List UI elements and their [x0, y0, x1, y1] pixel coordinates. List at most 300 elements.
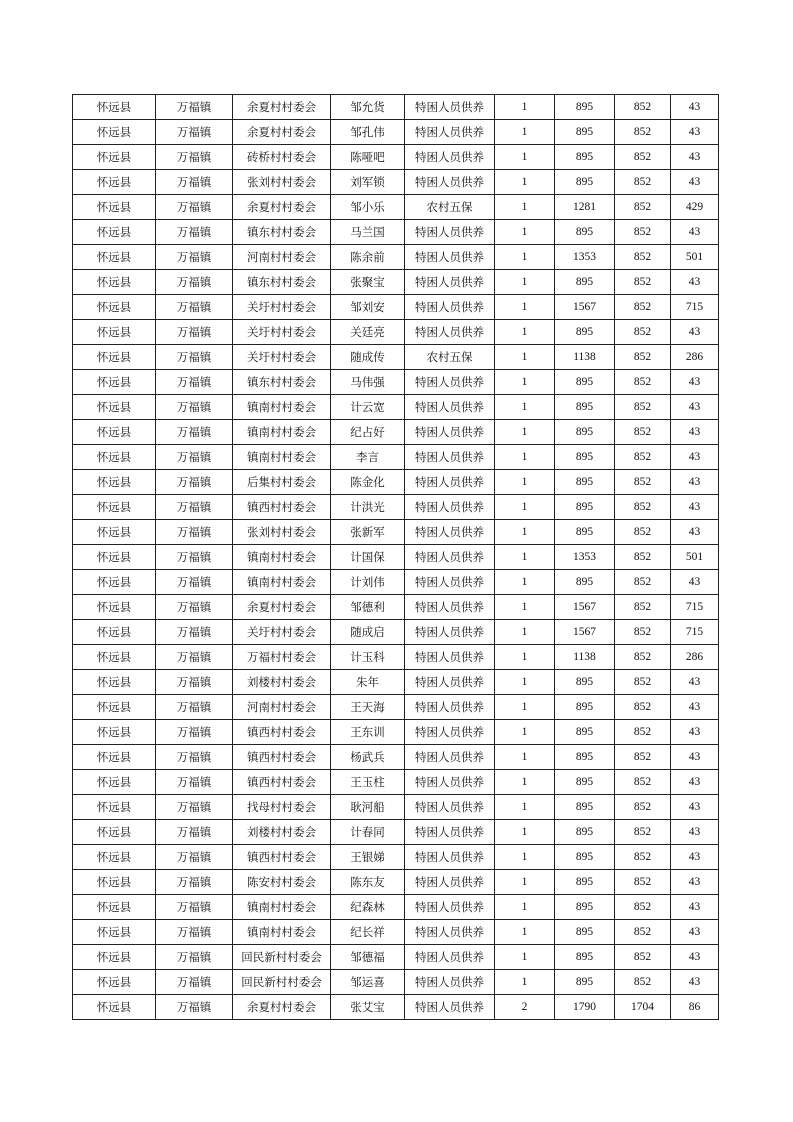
table-row	[73, 195, 719, 220]
people-count-cell: 1	[495, 395, 555, 420]
name-cell: 计云宽	[331, 395, 405, 420]
amount-cell: 1567	[555, 620, 615, 645]
category-cell: 特困人员供养	[405, 820, 495, 845]
difference-cell: 429	[671, 195, 719, 220]
category-cell: 特困人员供养	[405, 670, 495, 695]
village-committee-cell: 余夏村村委会	[233, 95, 331, 120]
village-committee-cell: 关圩村村委会	[233, 620, 331, 645]
amount-cell: 895	[555, 670, 615, 695]
people-count-cell: 1	[495, 270, 555, 295]
village-committee-cell: 陈安村村委会	[233, 870, 331, 895]
category-cell: 特困人员供养	[405, 520, 495, 545]
people-count-cell: 1	[495, 820, 555, 845]
name-cell: 邹德福	[331, 945, 405, 970]
standard-cell: 852	[615, 595, 671, 620]
name-cell: 计刘伟	[331, 570, 405, 595]
people-count-cell: 1	[495, 670, 555, 695]
village-committee-cell: 砖桥村村委会	[233, 145, 331, 170]
village-committee-cell: 镇南村村委会	[233, 895, 331, 920]
table-row	[73, 370, 719, 395]
town-cell: 万福镇	[156, 95, 233, 120]
amount-cell: 895	[555, 470, 615, 495]
standard-cell: 852	[615, 970, 671, 995]
town-cell: 万福镇	[156, 270, 233, 295]
difference-cell: 43	[671, 895, 719, 920]
town-cell: 万福镇	[156, 945, 233, 970]
amount-cell: 895	[555, 95, 615, 120]
town-cell: 万福镇	[156, 320, 233, 345]
amount-cell: 895	[555, 495, 615, 520]
county-cell: 怀远县	[73, 895, 156, 920]
people-count-cell: 2	[495, 995, 555, 1020]
difference-cell: 43	[671, 445, 719, 470]
difference-cell: 43	[671, 270, 719, 295]
people-count-cell: 1	[495, 470, 555, 495]
category-cell: 特困人员供养	[405, 545, 495, 570]
table-row	[73, 420, 719, 445]
table-row	[73, 320, 719, 345]
amount-cell: 895	[555, 770, 615, 795]
difference-cell: 43	[671, 695, 719, 720]
county-cell: 怀远县	[73, 870, 156, 895]
category-cell: 农村五保	[405, 195, 495, 220]
village-committee-cell: 镇西村村委会	[233, 720, 331, 745]
town-cell: 万福镇	[156, 820, 233, 845]
name-cell: 张聚宝	[331, 270, 405, 295]
village-committee-cell: 关圩村村委会	[233, 320, 331, 345]
county-cell: 怀远县	[73, 645, 156, 670]
table-row	[73, 620, 719, 645]
amount-cell: 1138	[555, 645, 615, 670]
data-table	[72, 94, 719, 1020]
standard-cell: 852	[615, 645, 671, 670]
difference-cell: 43	[671, 745, 719, 770]
county-cell: 怀远县	[73, 920, 156, 945]
standard-cell: 852	[615, 495, 671, 520]
village-committee-cell: 关圩村村委会	[233, 295, 331, 320]
category-cell: 特困人员供养	[405, 770, 495, 795]
town-cell: 万福镇	[156, 620, 233, 645]
village-committee-cell: 余夏村村委会	[233, 995, 331, 1020]
name-cell: 刘军锁	[331, 170, 405, 195]
people-count-cell: 1	[495, 445, 555, 470]
town-cell: 万福镇	[156, 770, 233, 795]
table-row	[73, 795, 719, 820]
table-row	[73, 895, 719, 920]
village-committee-cell: 张刘村村委会	[233, 170, 331, 195]
name-cell: 王玉柱	[331, 770, 405, 795]
category-cell: 特困人员供养	[405, 120, 495, 145]
county-cell: 怀远县	[73, 345, 156, 370]
county-cell: 怀远县	[73, 995, 156, 1020]
name-cell: 计国保	[331, 545, 405, 570]
table-row	[73, 670, 719, 695]
county-cell: 怀远县	[73, 420, 156, 445]
amount-cell: 1790	[555, 995, 615, 1020]
difference-cell: 43	[671, 820, 719, 845]
name-cell: 陈哑吧	[331, 145, 405, 170]
name-cell: 陈金化	[331, 470, 405, 495]
table-row	[73, 120, 719, 145]
standard-cell: 1704	[615, 995, 671, 1020]
county-cell: 怀远县	[73, 245, 156, 270]
name-cell: 耿河船	[331, 795, 405, 820]
standard-cell: 852	[615, 770, 671, 795]
difference-cell: 43	[671, 95, 719, 120]
difference-cell: 43	[671, 920, 719, 945]
name-cell: 纪森林	[331, 895, 405, 920]
people-count-cell: 1	[495, 720, 555, 745]
category-cell: 特困人员供养	[405, 270, 495, 295]
table-row	[73, 845, 719, 870]
county-cell: 怀远县	[73, 745, 156, 770]
county-cell: 怀远县	[73, 120, 156, 145]
county-cell: 怀远县	[73, 545, 156, 570]
difference-cell: 286	[671, 345, 719, 370]
county-cell: 怀远县	[73, 520, 156, 545]
people-count-cell: 1	[495, 220, 555, 245]
name-cell: 陈余前	[331, 245, 405, 270]
amount-cell: 1138	[555, 345, 615, 370]
category-cell: 特困人员供养	[405, 845, 495, 870]
people-count-cell: 1	[495, 370, 555, 395]
village-committee-cell: 镇西村村委会	[233, 495, 331, 520]
category-cell: 特困人员供养	[405, 570, 495, 595]
town-cell: 万福镇	[156, 520, 233, 545]
table-row	[73, 645, 719, 670]
name-cell: 王天海	[331, 695, 405, 720]
category-cell: 农村五保	[405, 345, 495, 370]
town-cell: 万福镇	[156, 145, 233, 170]
village-committee-cell: 镇东村村委会	[233, 370, 331, 395]
category-cell: 特困人员供养	[405, 370, 495, 395]
table-row	[73, 770, 719, 795]
amount-cell: 895	[555, 320, 615, 345]
amount-cell: 895	[555, 745, 615, 770]
table-row	[73, 270, 719, 295]
county-cell: 怀远县	[73, 95, 156, 120]
name-cell: 邹孔伟	[331, 120, 405, 145]
town-cell: 万福镇	[156, 920, 233, 945]
county-cell: 怀远县	[73, 770, 156, 795]
town-cell: 万福镇	[156, 670, 233, 695]
category-cell: 特困人员供养	[405, 95, 495, 120]
category-cell: 特困人员供养	[405, 720, 495, 745]
standard-cell: 852	[615, 270, 671, 295]
amount-cell: 895	[555, 845, 615, 870]
county-cell: 怀远县	[73, 670, 156, 695]
category-cell: 特困人员供养	[405, 695, 495, 720]
difference-cell: 43	[671, 420, 719, 445]
amount-cell: 895	[555, 795, 615, 820]
county-cell: 怀远县	[73, 295, 156, 320]
village-committee-cell: 张刘村村委会	[233, 520, 331, 545]
amount-cell: 895	[555, 720, 615, 745]
county-cell: 怀远县	[73, 195, 156, 220]
standard-cell: 852	[615, 670, 671, 695]
village-committee-cell: 余夏村村委会	[233, 120, 331, 145]
village-committee-cell: 镇南村村委会	[233, 920, 331, 945]
town-cell: 万福镇	[156, 720, 233, 745]
people-count-cell: 1	[495, 545, 555, 570]
county-cell: 怀远县	[73, 470, 156, 495]
difference-cell: 715	[671, 595, 719, 620]
table-row	[73, 920, 719, 945]
category-cell: 特困人员供养	[405, 920, 495, 945]
county-cell: 怀远县	[73, 320, 156, 345]
name-cell: 张艾宝	[331, 995, 405, 1020]
name-cell: 杨武兵	[331, 745, 405, 770]
name-cell: 纪长祥	[331, 920, 405, 945]
county-cell: 怀远县	[73, 620, 156, 645]
standard-cell: 852	[615, 120, 671, 145]
standard-cell: 852	[615, 570, 671, 595]
amount-cell: 895	[555, 570, 615, 595]
difference-cell: 43	[671, 845, 719, 870]
table-row	[73, 720, 719, 745]
town-cell: 万福镇	[156, 195, 233, 220]
standard-cell: 852	[615, 820, 671, 845]
village-committee-cell: 刘楼村村委会	[233, 820, 331, 845]
standard-cell: 852	[615, 720, 671, 745]
people-count-cell: 1	[495, 95, 555, 120]
people-count-cell: 1	[495, 695, 555, 720]
amount-cell: 1567	[555, 595, 615, 620]
people-count-cell: 1	[495, 970, 555, 995]
name-cell: 邹刘安	[331, 295, 405, 320]
amount-cell: 895	[555, 170, 615, 195]
difference-cell: 43	[671, 470, 719, 495]
county-cell: 怀远县	[73, 220, 156, 245]
village-committee-cell: 回民新村村委会	[233, 945, 331, 970]
standard-cell: 852	[615, 895, 671, 920]
town-cell: 万福镇	[156, 545, 233, 570]
village-committee-cell: 镇西村村委会	[233, 745, 331, 770]
village-committee-cell: 镇西村村委会	[233, 770, 331, 795]
difference-cell: 43	[671, 145, 719, 170]
people-count-cell: 1	[495, 845, 555, 870]
table-row	[73, 395, 719, 420]
people-count-cell: 1	[495, 920, 555, 945]
village-committee-cell: 河南村村委会	[233, 245, 331, 270]
difference-cell: 43	[671, 795, 719, 820]
town-cell: 万福镇	[156, 395, 233, 420]
people-count-cell: 1	[495, 795, 555, 820]
people-count-cell: 1	[495, 420, 555, 445]
people-count-cell: 1	[495, 195, 555, 220]
standard-cell: 852	[615, 695, 671, 720]
name-cell: 朱年	[331, 670, 405, 695]
table-row	[73, 870, 719, 895]
difference-cell: 43	[671, 945, 719, 970]
difference-cell: 43	[671, 370, 719, 395]
difference-cell: 43	[671, 670, 719, 695]
difference-cell: 715	[671, 620, 719, 645]
table-row	[73, 495, 719, 520]
county-cell: 怀远县	[73, 595, 156, 620]
people-count-cell: 1	[495, 495, 555, 520]
amount-cell: 1353	[555, 545, 615, 570]
category-cell: 特困人员供养	[405, 145, 495, 170]
name-cell: 张新军	[331, 520, 405, 545]
people-count-cell: 1	[495, 320, 555, 345]
town-cell: 万福镇	[156, 245, 233, 270]
amount-cell: 895	[555, 420, 615, 445]
standard-cell: 852	[615, 520, 671, 545]
village-committee-cell: 关圩村村委会	[233, 345, 331, 370]
name-cell: 随成启	[331, 620, 405, 645]
table-row	[73, 570, 719, 595]
category-cell: 特困人员供养	[405, 245, 495, 270]
category-cell: 特困人员供养	[405, 620, 495, 645]
difference-cell: 43	[671, 870, 719, 895]
town-cell: 万福镇	[156, 420, 233, 445]
name-cell: 马伟强	[331, 370, 405, 395]
table-row	[73, 820, 719, 845]
people-count-cell: 1	[495, 345, 555, 370]
difference-cell: 43	[671, 120, 719, 145]
amount-cell: 895	[555, 445, 615, 470]
difference-cell: 501	[671, 245, 719, 270]
difference-cell: 43	[671, 495, 719, 520]
village-committee-cell: 镇南村村委会	[233, 420, 331, 445]
difference-cell: 43	[671, 170, 719, 195]
table-row	[73, 970, 719, 995]
standard-cell: 852	[615, 195, 671, 220]
standard-cell: 852	[615, 845, 671, 870]
standard-cell: 852	[615, 170, 671, 195]
amount-cell: 895	[555, 145, 615, 170]
standard-cell: 852	[615, 345, 671, 370]
town-cell: 万福镇	[156, 120, 233, 145]
category-cell: 特困人员供养	[405, 220, 495, 245]
category-cell: 特困人员供养	[405, 445, 495, 470]
town-cell: 万福镇	[156, 495, 233, 520]
category-cell: 特困人员供养	[405, 320, 495, 345]
county-cell: 怀远县	[73, 170, 156, 195]
town-cell: 万福镇	[156, 645, 233, 670]
table-row	[73, 295, 719, 320]
county-cell: 怀远县	[73, 270, 156, 295]
standard-cell: 852	[615, 870, 671, 895]
people-count-cell: 1	[495, 145, 555, 170]
town-cell: 万福镇	[156, 570, 233, 595]
name-cell: 邹运喜	[331, 970, 405, 995]
table-row	[73, 220, 719, 245]
category-cell: 特困人员供养	[405, 420, 495, 445]
amount-cell: 895	[555, 820, 615, 845]
people-count-cell: 1	[495, 745, 555, 770]
name-cell: 邹小乐	[331, 195, 405, 220]
difference-cell: 43	[671, 770, 719, 795]
people-count-cell: 1	[495, 595, 555, 620]
standard-cell: 852	[615, 945, 671, 970]
village-committee-cell: 镇东村村委会	[233, 270, 331, 295]
town-cell: 万福镇	[156, 970, 233, 995]
difference-cell: 43	[671, 520, 719, 545]
category-cell: 特困人员供养	[405, 995, 495, 1020]
county-cell: 怀远县	[73, 820, 156, 845]
name-cell: 王银娣	[331, 845, 405, 870]
category-cell: 特困人员供养	[405, 895, 495, 920]
name-cell: 王东训	[331, 720, 405, 745]
category-cell: 特困人员供养	[405, 645, 495, 670]
county-cell: 怀远县	[73, 795, 156, 820]
amount-cell: 895	[555, 970, 615, 995]
town-cell: 万福镇	[156, 870, 233, 895]
standard-cell: 852	[615, 395, 671, 420]
standard-cell: 852	[615, 145, 671, 170]
people-count-cell: 1	[495, 620, 555, 645]
standard-cell: 852	[615, 95, 671, 120]
town-cell: 万福镇	[156, 595, 233, 620]
people-count-cell: 1	[495, 645, 555, 670]
town-cell: 万福镇	[156, 370, 233, 395]
difference-cell: 715	[671, 295, 719, 320]
people-count-cell: 1	[495, 245, 555, 270]
difference-cell: 43	[671, 720, 719, 745]
village-committee-cell: 回民新村村委会	[233, 970, 331, 995]
people-count-cell: 1	[495, 770, 555, 795]
name-cell: 纪占好	[331, 420, 405, 445]
standard-cell: 852	[615, 220, 671, 245]
county-cell: 怀远县	[73, 695, 156, 720]
table-row	[73, 695, 719, 720]
village-committee-cell: 余夏村村委会	[233, 195, 331, 220]
amount-cell: 895	[555, 870, 615, 895]
village-committee-cell: 镇东村村委会	[233, 220, 331, 245]
name-cell: 邹允货	[331, 95, 405, 120]
difference-cell: 86	[671, 995, 719, 1020]
town-cell: 万福镇	[156, 845, 233, 870]
people-count-cell: 1	[495, 870, 555, 895]
amount-cell: 895	[555, 920, 615, 945]
standard-cell: 852	[615, 545, 671, 570]
table-row	[73, 945, 719, 970]
county-cell: 怀远县	[73, 145, 156, 170]
name-cell: 陈东友	[331, 870, 405, 895]
village-committee-cell: 余夏村村委会	[233, 595, 331, 620]
village-committee-cell: 镇南村村委会	[233, 570, 331, 595]
town-cell: 万福镇	[156, 695, 233, 720]
standard-cell: 852	[615, 320, 671, 345]
standard-cell: 852	[615, 445, 671, 470]
name-cell: 邹德利	[331, 595, 405, 620]
county-cell: 怀远县	[73, 945, 156, 970]
category-cell: 特困人员供养	[405, 870, 495, 895]
village-committee-cell: 刘楼村村委会	[233, 670, 331, 695]
category-cell: 特困人员供养	[405, 745, 495, 770]
standard-cell: 852	[615, 420, 671, 445]
standard-cell: 852	[615, 295, 671, 320]
town-cell: 万福镇	[156, 170, 233, 195]
town-cell: 万福镇	[156, 295, 233, 320]
difference-cell: 43	[671, 320, 719, 345]
category-cell: 特困人员供养	[405, 395, 495, 420]
difference-cell: 501	[671, 545, 719, 570]
standard-cell: 852	[615, 920, 671, 945]
town-cell: 万福镇	[156, 995, 233, 1020]
table-row	[73, 145, 719, 170]
table-row	[73, 520, 719, 545]
standard-cell: 852	[615, 470, 671, 495]
table-row	[73, 95, 719, 120]
village-committee-cell: 镇西村村委会	[233, 845, 331, 870]
category-cell: 特困人员供养	[405, 295, 495, 320]
name-cell: 计春同	[331, 820, 405, 845]
people-count-cell: 1	[495, 570, 555, 595]
county-cell: 怀远县	[73, 970, 156, 995]
